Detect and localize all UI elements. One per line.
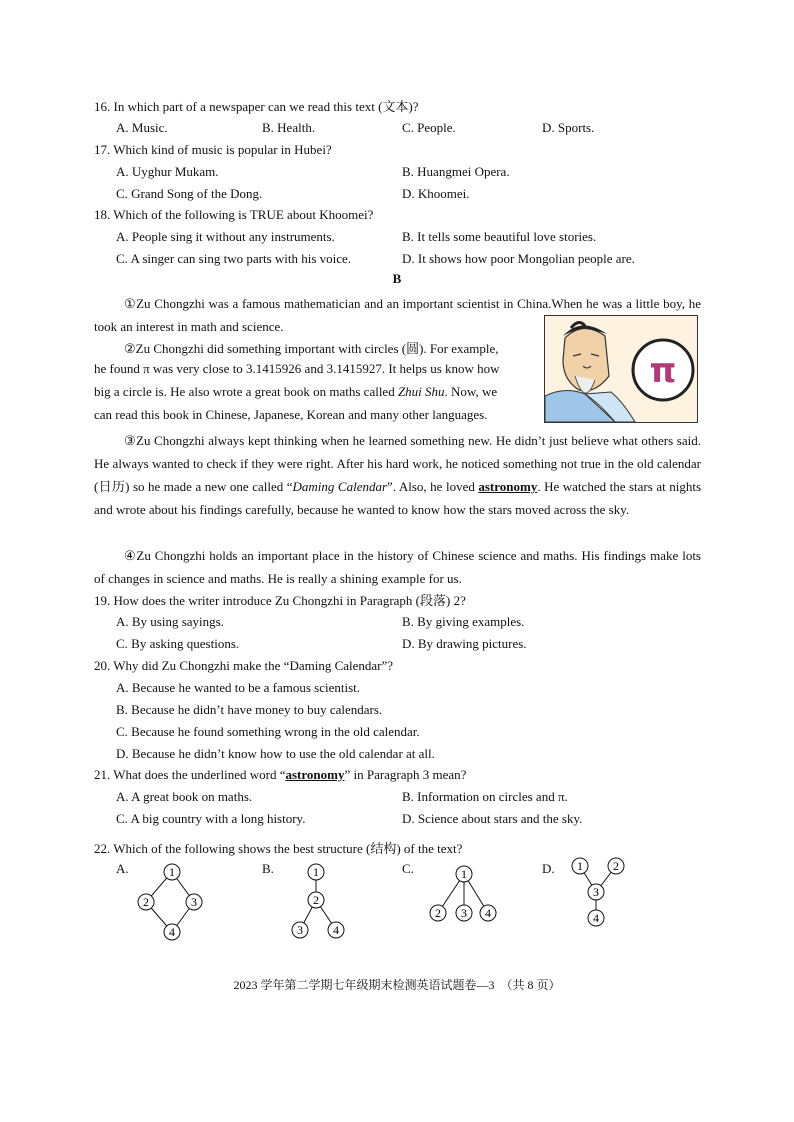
passage-p2-line3: big a circle is. He also wrote a great book on maths called Zhui Shu. Now, we	[94, 384, 498, 399]
pi-symbol: π	[649, 351, 677, 391]
q19-option-b[interactable]: B. By giving examples.	[402, 614, 525, 629]
passage-p2-line1: ②Zu Chongzhi did something important with circles (圆). For example,	[124, 341, 499, 356]
passage-paragraph-1: ①Zu Chongzhi was a famous mathematician and an important scientist in China.When he was a little boy, he took an interest in math and science.	[94, 296, 701, 334]
node-4: 4	[593, 911, 599, 925]
passage-p2-line2: he found π was very close to 3.1415926 and 3.1415927. It helps us know how	[94, 361, 500, 376]
q16-option-c[interactable]: C. People.	[402, 120, 456, 135]
q16-option-d[interactable]: D. Sports.	[542, 120, 595, 135]
q19-option-a[interactable]: A. By using sayings.	[116, 614, 224, 629]
calendar-name: Daming Calendar	[292, 479, 388, 494]
q22-stem: 22. Which of the following shows the best structure (结构) of the text?	[94, 841, 463, 856]
node-2: 2	[613, 859, 619, 873]
q16-option-a[interactable]: A. Music.	[116, 120, 168, 135]
q16-stem: 16. In which part of a newspaper can we read this text (文本)?	[94, 99, 419, 114]
q21-option-c[interactable]: C. A big country with a long history.	[116, 811, 306, 826]
q22-option-d[interactable]: D.	[542, 861, 555, 876]
q21-stem: 21. What does the underlined word “astronomy” in Paragraph 3 mean?	[94, 767, 467, 782]
q17-stem: 17. Which kind of music is popular in Hubei?	[94, 142, 332, 157]
q18-option-b[interactable]: B. It tells some beautiful love stories.	[402, 229, 597, 244]
q20-option-a[interactable]: A. Because he wanted to be a famous scientist.	[116, 680, 361, 695]
q22-diagram-a	[132, 858, 212, 944]
node-2: 2	[313, 893, 319, 907]
q17-option-b[interactable]: B. Huangmei Opera.	[402, 164, 510, 179]
node-3: 3	[461, 906, 467, 920]
q22-diagram-b	[282, 858, 352, 944]
q18-stem: 18. Which of the following is TRUE about Khoomei?	[94, 207, 374, 222]
q21-option-b[interactable]: B. Information on circles and π.	[402, 789, 568, 804]
passage-p2-line4: can read this book in Chinese, Japanese, Korean and many other languages.	[94, 407, 488, 422]
q16-option-b[interactable]: B. Health.	[262, 120, 316, 135]
q22-diagram-d	[566, 852, 632, 932]
q22-option-a[interactable]: A.	[116, 861, 129, 876]
zu-chongzhi-illustration	[544, 315, 698, 423]
node-3: 3	[191, 895, 197, 909]
q21-option-a[interactable]: A. A great book on maths.	[116, 789, 253, 804]
node-3: 3	[593, 885, 599, 899]
q19-option-c[interactable]: C. By asking questions.	[116, 636, 240, 651]
q22-option-b[interactable]: B.	[262, 861, 274, 876]
q17-option-a[interactable]: A. Uyghur Mukam.	[116, 164, 219, 179]
q20-option-c[interactable]: C. Because he found something wrong in the old calendar.	[116, 724, 420, 739]
page-footer: 2023 学年第二学期七年级期末检测英语试题卷—3 （共 8 页）	[233, 978, 561, 992]
q22-option-c[interactable]: C.	[402, 861, 414, 876]
node-4: 4	[333, 923, 339, 937]
q17-option-d[interactable]: D. Khoomei.	[402, 186, 470, 201]
q21-underlined-word: astronomy	[285, 767, 345, 782]
q20-stem: 20. Why did Zu Chongzhi make the “Daming Calendar”?	[94, 658, 394, 673]
q19-stem: 19. How does the writer introduce Zu Chongzhi in Paragraph (段落) 2?	[94, 593, 466, 608]
node-4: 4	[169, 925, 175, 939]
passage-paragraph-3: ③Zu Chongzhi always kept thinking when he learned something new. He didn’t just believe what others said. He always wanted to check if they were right. After his hard work, he noticed something not true in the old calendar (日历) so he made a new one called “Daming Calendar”. Also, he loved astronomy. He watched the stars at nights and wrote about his findings carefully, because he wanted to know how the stars moved across the sky.	[94, 433, 702, 517]
node-2: 2	[143, 895, 149, 909]
node-1: 1	[461, 867, 467, 881]
section-title: B	[392, 271, 402, 286]
q22-diagram-c	[422, 858, 506, 928]
node-3: 3	[297, 923, 303, 937]
passage-paragraph-4: ④Zu Chongzhi holds an important place in the history of Chinese science and maths. His findings make lots of changes in science and maths. He is really a shining example for us.	[94, 548, 701, 586]
node-1: 1	[313, 865, 319, 879]
q18-option-c[interactable]: C. A singer can sing two parts with his voice.	[116, 251, 352, 266]
q18-option-a[interactable]: A. People sing it without any instruments.	[116, 229, 335, 244]
node-1: 1	[577, 859, 583, 873]
q17-option-c[interactable]: C. Grand Song of the Dong.	[116, 186, 263, 201]
underlined-word-astronomy: astronomy	[478, 479, 538, 494]
node-4: 4	[485, 906, 491, 920]
q20-option-b[interactable]: B. Because he didn’t have money to buy calendars.	[116, 702, 383, 717]
node-1: 1	[169, 865, 175, 879]
q19-option-d[interactable]: D. By drawing pictures.	[402, 636, 527, 651]
q20-option-d[interactable]: D. Because he didn’t know how to use the old calendar at all.	[116, 746, 435, 761]
book-title: Zhui Shu	[397, 384, 445, 399]
q18-option-d[interactable]: D. It shows how poor Mongolian people are.	[402, 251, 635, 266]
node-2: 2	[435, 906, 441, 920]
q21-option-d[interactable]: D. Science about stars and the sky.	[402, 811, 583, 826]
